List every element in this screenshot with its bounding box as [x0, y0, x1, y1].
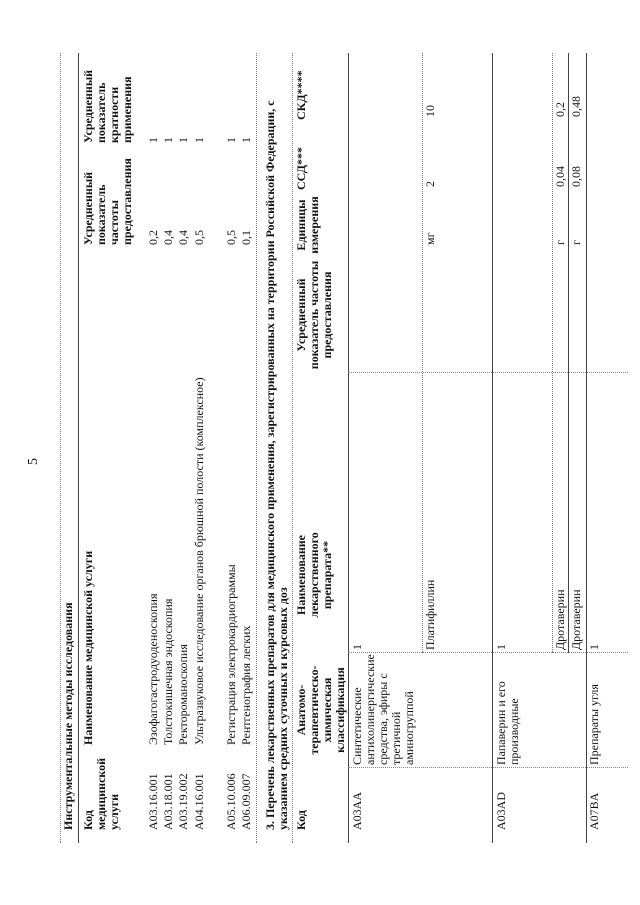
table-bottom-rule [256, 53, 257, 843]
table-row-2-freq: 0,4 [161, 230, 175, 245]
table-row-4-code: A04.16.001 [192, 773, 206, 830]
drugs-section-title: 3. Перечень лекарственных препаратов для медицинского применения, зарегистрированных на территории Российской Федерации, с указанием средних суточных и курсовых доз [263, 100, 290, 830]
page-number: 5 [26, 458, 41, 465]
table-row-6-mult: 1 [239, 137, 253, 143]
table-row-3-mult: 1 [176, 137, 190, 143]
drugs-header-code: Код [294, 810, 308, 830]
drugs-header-units: Единицы измерения [294, 196, 321, 254]
table-top-rule [60, 53, 61, 843]
header-code: Код медицинской услуги [81, 757, 121, 830]
header-multiplicity: Усредненный показатель кратности применения [81, 69, 134, 143]
table-header-rule [78, 53, 79, 843]
drug-row-1-unit: мг [423, 232, 437, 245]
drug-row-2-unit: г [553, 240, 567, 245]
drugs-header-rule [348, 53, 349, 843]
drug-row-2-name: Дротаверин [553, 589, 567, 650]
drugs-header-drug-name: Наименование лекарственного препарата** [294, 532, 334, 618]
table-row-3-freq: 0,4 [176, 230, 190, 245]
table-row-5-mult: 1 [224, 137, 238, 143]
drug-row-2-atc-freq: 1 [494, 644, 508, 650]
table-row-2-code: A03.18.001 [161, 773, 175, 830]
table-row-3-code: A03.19.002 [176, 773, 190, 830]
table-row-2-mult: 1 [161, 137, 175, 143]
table-row-6-name: Рентгенография легких [239, 625, 253, 745]
drug-row-1-atc: Синтетические антихолинергические средства, эфиры с третичной аминогруппой [350, 654, 416, 765]
drug-row-3-skd: 0,48 [569, 96, 583, 117]
drugs-table-top-rule [292, 53, 293, 843]
drug-row-4-code: A07BA [587, 792, 601, 830]
table-row-1-freq: 0,2 [146, 230, 160, 245]
table-row-6-freq: 0,1 [239, 230, 253, 245]
drugs-header-ssd: ССД*** [294, 147, 308, 190]
table-row-5-name: Регистрация электрокардиограммы [224, 564, 238, 745]
drug-row-1-skd: 10 [423, 105, 437, 117]
drug-row-3-name: Дротаверин [569, 589, 583, 650]
drug-row-3-ssd: 0,08 [569, 166, 583, 187]
drug-row-2-atc: Папаверин и его производные [494, 681, 521, 765]
instrumental-section-title: Инструментальные методы исследования [61, 602, 75, 830]
header-service-name: Наименование медицинской услуги [81, 550, 95, 745]
drugs-header-frequency: Усредненный показатель частоты предоставления [294, 260, 334, 370]
row-separator [422, 53, 423, 653]
header-frequency: Усредненный показатель частоты предоставления [81, 158, 134, 245]
table-row-2-name: Толстокишечная эндоскопия [161, 598, 175, 745]
table-row-6-code: A06.09.007 [239, 773, 253, 830]
drug-row-3-unit: г [569, 240, 583, 245]
row-separator [552, 53, 553, 653]
table-row-4-name: Ультразвуковое исследование органов брюшной полости (комплексное) [192, 377, 206, 745]
drug-row-1-atc-freq: 1 [350, 644, 364, 650]
drugs-header-atc: Анатомо-терапевтическо-химическая классификация [294, 665, 347, 755]
table-row-1-name: Эзофагогастродуоденоскопия [146, 593, 160, 745]
drug-row-2-skd: 0,2 [553, 102, 567, 117]
drug-row-4-atc-freq: 1 [587, 644, 601, 650]
table-row-1-code: A03.16.001 [146, 773, 160, 830]
drug-row-2-ssd: 0,04 [553, 166, 567, 187]
table-row-4-freq: 0,5 [192, 230, 206, 245]
row-separator [492, 53, 493, 843]
table-row-3-name: Ректороманоскопия [176, 644, 190, 745]
row-separator [568, 53, 569, 653]
drugs-header-skd: СКД**** [294, 70, 308, 120]
drug-row-4-atc: Препараты угля [587, 684, 601, 765]
drug-row-1-ssd: 2 [423, 181, 437, 187]
drug-row-1-name: Платифиллин [423, 579, 437, 650]
drug-row-2-code: A03AD [494, 792, 508, 830]
table-row-4-mult: 1 [192, 137, 206, 143]
drug-row-1-code: A03AA [350, 792, 364, 830]
table-row-5-code: A05.10.006 [224, 773, 238, 830]
table-row-5-freq: 0,5 [224, 230, 238, 245]
table-row-1-mult: 1 [146, 137, 160, 143]
